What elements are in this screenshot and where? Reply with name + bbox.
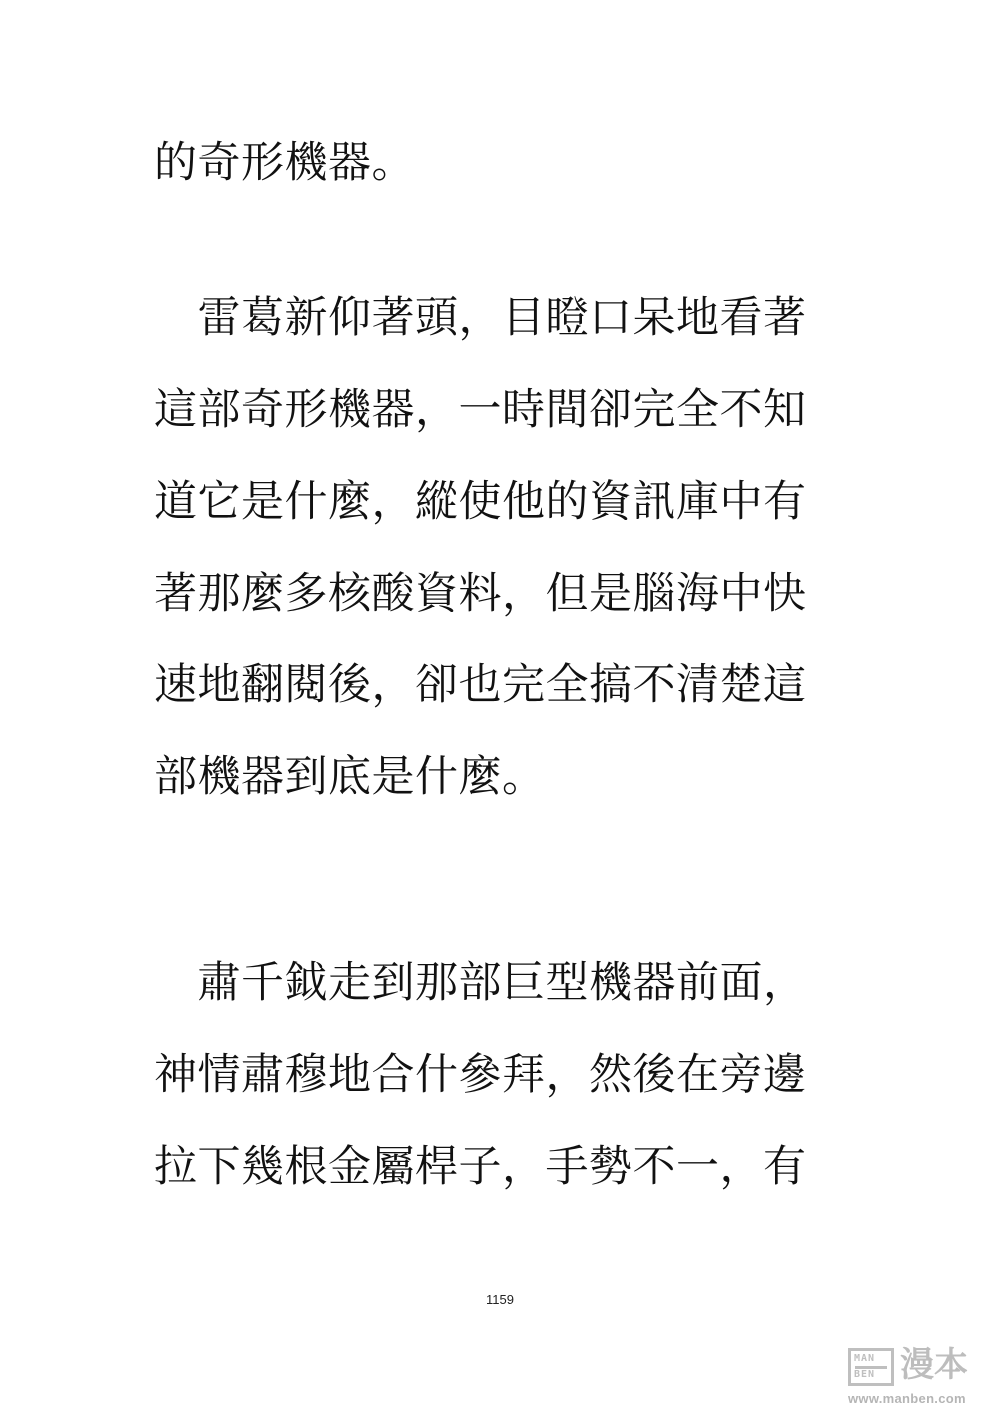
text-line: 神情肅穆地合什參拜，然後在旁邊 bbox=[154, 1050, 807, 1100]
watermark-logo-text: MAN BEN bbox=[854, 1353, 876, 1380]
text-line: 速地翻閱後，卻也完全搞不清楚這 bbox=[154, 660, 807, 710]
watermark-url: www.manben.com bbox=[848, 1391, 966, 1406]
watermark bbox=[848, 1344, 988, 1406]
text-line: 這部奇形機器，一時間卻完全不知 bbox=[154, 385, 807, 435]
text-line: 道它是什麼，縱使他的資訊庫中有 bbox=[154, 477, 807, 527]
text-line: 的奇形機器。 bbox=[154, 138, 415, 188]
text-line: 雷葛新仰著頭，目瞪口呆地看著 bbox=[154, 293, 807, 343]
text-line: 拉下幾根金屬桿子，手勢不一，有 bbox=[154, 1142, 807, 1192]
watermark-brand: 漫本 bbox=[900, 1345, 968, 1385]
text-line: 著那麼多核酸資料，但是腦海中快 bbox=[154, 569, 807, 619]
manben-logo-icon bbox=[848, 1348, 894, 1386]
text-line: 肅千鉞走到那部巨型機器前面， bbox=[154, 958, 807, 1008]
text-line: 部機器到底是什麼。 bbox=[154, 752, 546, 802]
page-number: 1159 bbox=[486, 1292, 514, 1307]
